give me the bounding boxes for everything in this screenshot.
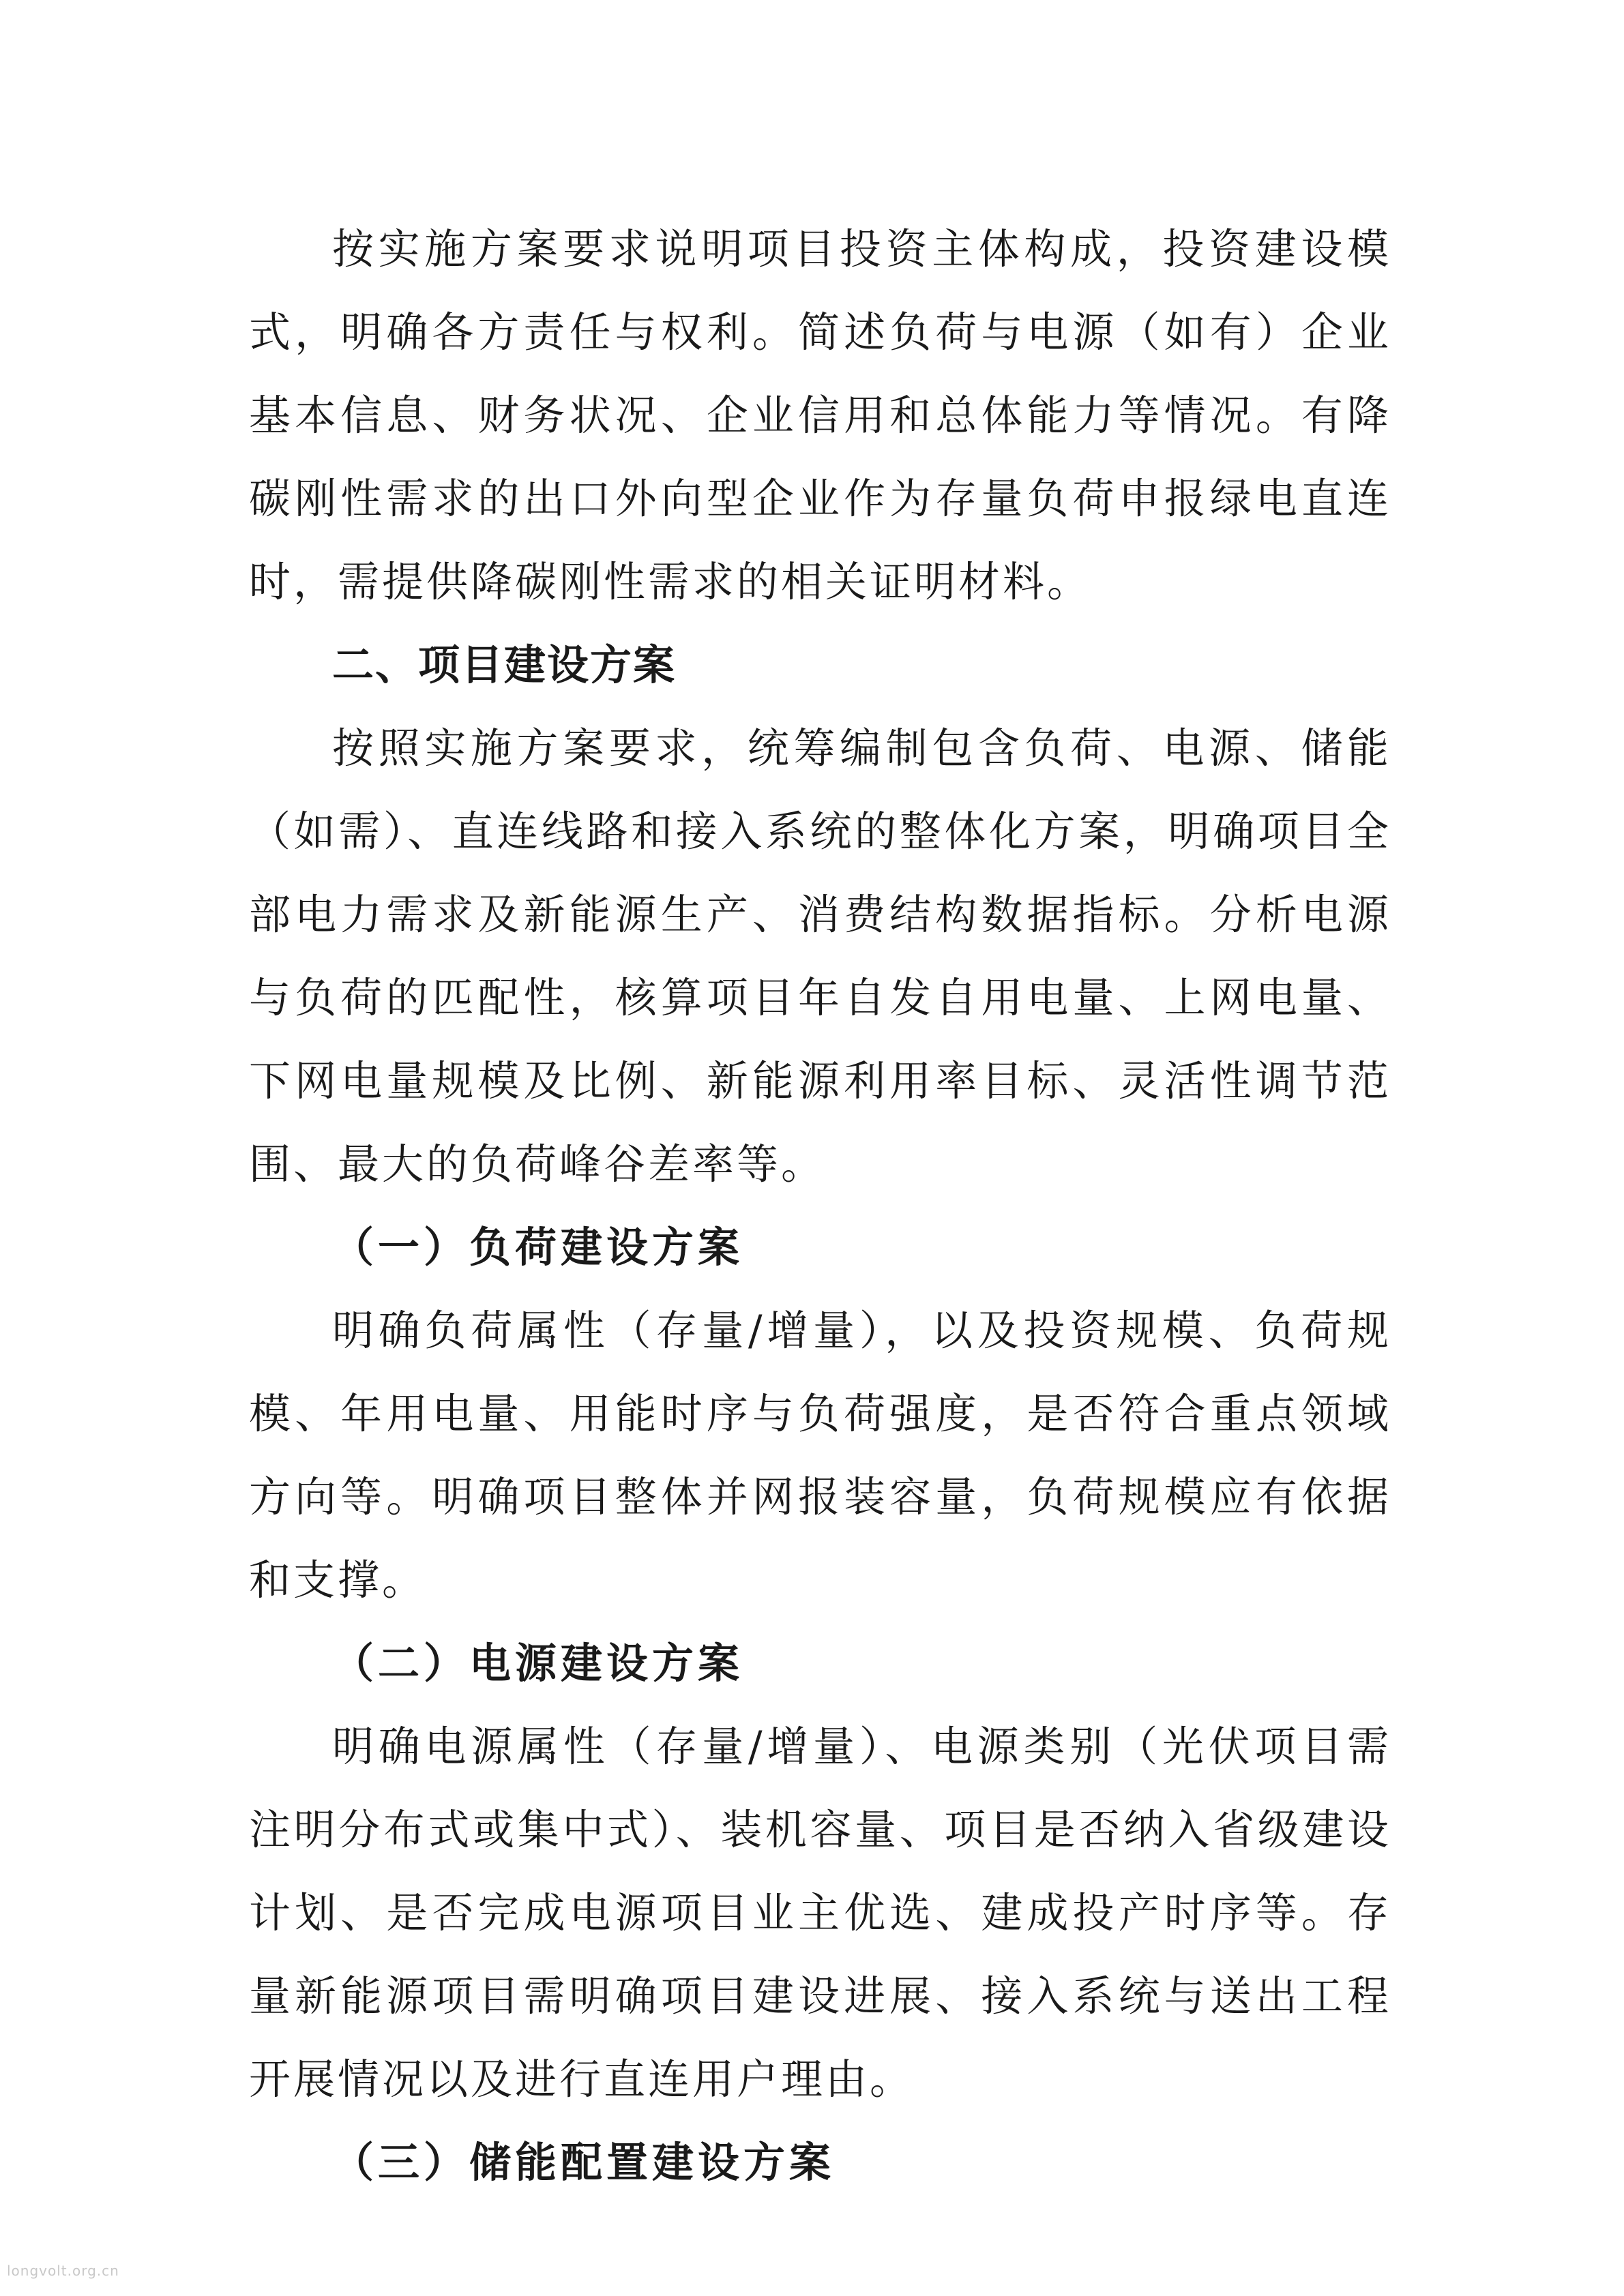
site-watermark: longvolt.org.cn bbox=[7, 2263, 119, 2279]
subsection-heading-load: （一）负荷建设方案 bbox=[332, 1223, 744, 1272]
paragraph-integrated-plan: 按照实施方案要求，统筹编制包含负荷、电源、储能（如需）、直连线路和接入系统的整体化方案，明确项目全部电力需求及新能源生产、消费结构数据指标。分析电源与负荷的匹配性，核算项目年自发自用电量、上网电量、下网电量规模及比例、新能源利用率目标、灵活性调节范围、最大的负荷峰谷差率等。 bbox=[249, 724, 1391, 1189]
paragraph-investment-entity: 按实施方案要求说明项目投资主体构成，投资建设模式，明确各方责任与权利。简述负荷与电源（如有）企业基本信息、财务状况、企业信用和总体能力等情况。有降碳刚性需求的出口外向型企业作为存量负荷申报绿电直连时，需提供降碳刚性需求的相关证明材料。 bbox=[249, 225, 1391, 606]
document-body bbox=[249, 208, 1391, 2205]
paragraph-load-plan: 明确负荷属性（存量/增量），以及投资规模、负荷规模、年用电量、用能时序与负荷强度，是否符合重点领域方向等。明确项目整体并网报装容量，负荷规模应有依据和支撑。 bbox=[249, 1307, 1391, 1605]
section-heading-construction-plan: 二、项目建设方案 bbox=[332, 641, 677, 689]
subsection-heading-storage: （三）储能配置建设方案 bbox=[332, 2138, 836, 2187]
paragraph-power-source-plan: 明确电源属性（存量/增量）、电源类别（光伏项目需注明分布式或集中式）、装机容量、项目是否纳入省级建设计划、是否完成电源项目业主优选、建成投产时序等。存量新能源项目需明确项目建设进展、接入系统与送出工程开展情况以及进行直连用户理由。 bbox=[249, 1723, 1391, 2104]
subsection-heading-power-source: （二）电源建设方案 bbox=[332, 1639, 744, 1688]
